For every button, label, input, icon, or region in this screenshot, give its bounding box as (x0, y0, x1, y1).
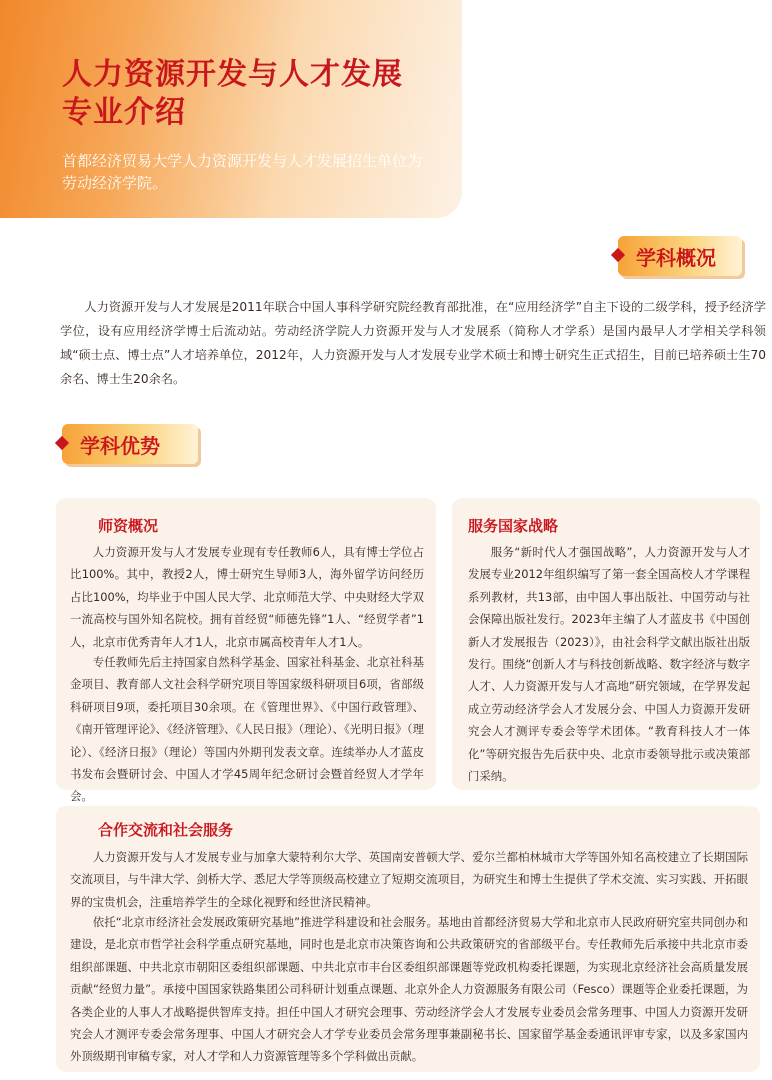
overview-text: 人力资源开发与人才发展是2011年联合中国人事科学研究院经教育部批准，在“应用经济学”自主下设的二级学科，授予经济学学位，设有应用经济学博士后流动站。劳动经济学院人力资源开发与人才发展系（简称人才学系）是国内最早人才学相关学科领域“硕士点、博士点”人才培养单位，2012年，人力资源开发与人才发展专业学术硕士和博士研究生正式招生，目前已培养硕士生70余名、博士生20余名。 (60, 300, 766, 386)
faculty-title: 师资概况 (98, 517, 159, 535)
cooperation-card (56, 806, 760, 1072)
overview-heading: 学科概况 (618, 236, 742, 276)
page-subtitle: 首都经济贸易大学人力资源开发与人才发展招生单位为劳动经济学院。 (62, 152, 423, 192)
advantages-heading: 学科优势 (62, 424, 198, 464)
faculty-text-2: 专任教师先后主持国家自然科学基金、国家社科基金、北京社科基金项目、教育部人文社会科学研究项目等国家级科研项目6项，省部级科研项目9项，委托项目30余项。在《管理世界》、《中国行政管理》、《南开管理评论》、《经济管理》、《人民日报》（理论）、《光明日报》（理论）、《经济日报》（理论）等国内外期刊发表文章。连续举办人才蓝皮书发布会暨研讨会、中国人才学45周年纪念研讨会暨首经贸人才学年会。 (70, 655, 424, 804)
faculty-card (56, 498, 436, 804)
cooperation-text-1: 人力资源开发与人才发展专业与加拿大蒙特利尔大学、英国南安普顿大学、爱尔兰都柏林城市大学等国外知名高校建立了长期国际交流项目，与牛津大学、剑桥大学、悉尼大学等顶级高校建立了短期交流项目，为研究生和博士生提供了学术交流、实习实践、开拓眼界的宝贵机会，注重培养学生的全球化视野和经世济民精神。 (70, 850, 748, 909)
service-text: 服务“新时代人才强国战略”，人力资源开发与人才发展专业2012年组织编写了第一套全国高校人才学课程系列教材，共13部，由中国人事出版社、中国劳动与社会保障出版社发行。2023年主编了人才蓝皮书《中国创新人才发展报告（2023）》，由社会科学文献出版社出版发行。围绕“创新人才与科技创新战略、数字经济与数字人才、人力资源开发与人才高地”研究领域，在学界发起成立劳动经济学会人才发展分会、中国人力资源开发研究会人才测评专委会等学术团体。“教育科技人才一体化”等研究报告先后获中央、北京市委领导批示或决策部门采纳。 (468, 545, 750, 784)
header-banner (0, 0, 462, 218)
service-card (452, 498, 760, 790)
cooperation-text-2: 依托“北京市经济社会发展政策研究基地”推进学科建设和社会服务。基地由首都经济贸易大学和北京市人民政府研究室共同创办和建设，是北京市哲学社会科学重点研究基地，同时也是北京市决策咨询和公共政策研究的省部级平台。专任教师先后承接中共北京市委组织部课题、中共北京市朝阳区委组织部课题、中共北京市丰台区委组织部课题等党政机构委托课题，为实现北京经济社会高质量发展贡献“经贸力量”。承接中国国家铁路集团公司科研计划重点课题、北京外企人力资源服务有限公司（Fesco）课题等企业委托课题，为各类企业的人事人才战略提供智库支持。担任中国人才研究会理事、劳动经济学会人才发展专业委员会常务理事、中国人力资源开发研究会人才测评专委会常务理事、中国人才研究会人才学专业委员会常务理事兼副秘书长、国家留学基金委通讯评审专家，以及多家国内外顶级期刊审稿专家，对人才学和人力资源管理等多个学科做出贡献。 (70, 915, 748, 1064)
service-title: 服务国家战略 (468, 517, 559, 535)
cooperation-title: 合作交流和社会服务 (98, 821, 234, 839)
faculty-text-1: 人力资源开发与人才发展专业现有专任教师6人，具有博士学位占比100%。其中，教授2人，博士研究生导师3人，海外留学访问经历占比100%，均毕业于中国人民大学、北京师范大学、中央财经大学双一流高校与国外知名院校。拥有首经贸“师德先锋”1人、“经贸学者”1人，北京市优秀青年人才1人，北京市属高校青年人才1人。 (70, 545, 424, 649)
page-title: 人力资源开发与人才发展 专业介绍 (62, 57, 403, 130)
